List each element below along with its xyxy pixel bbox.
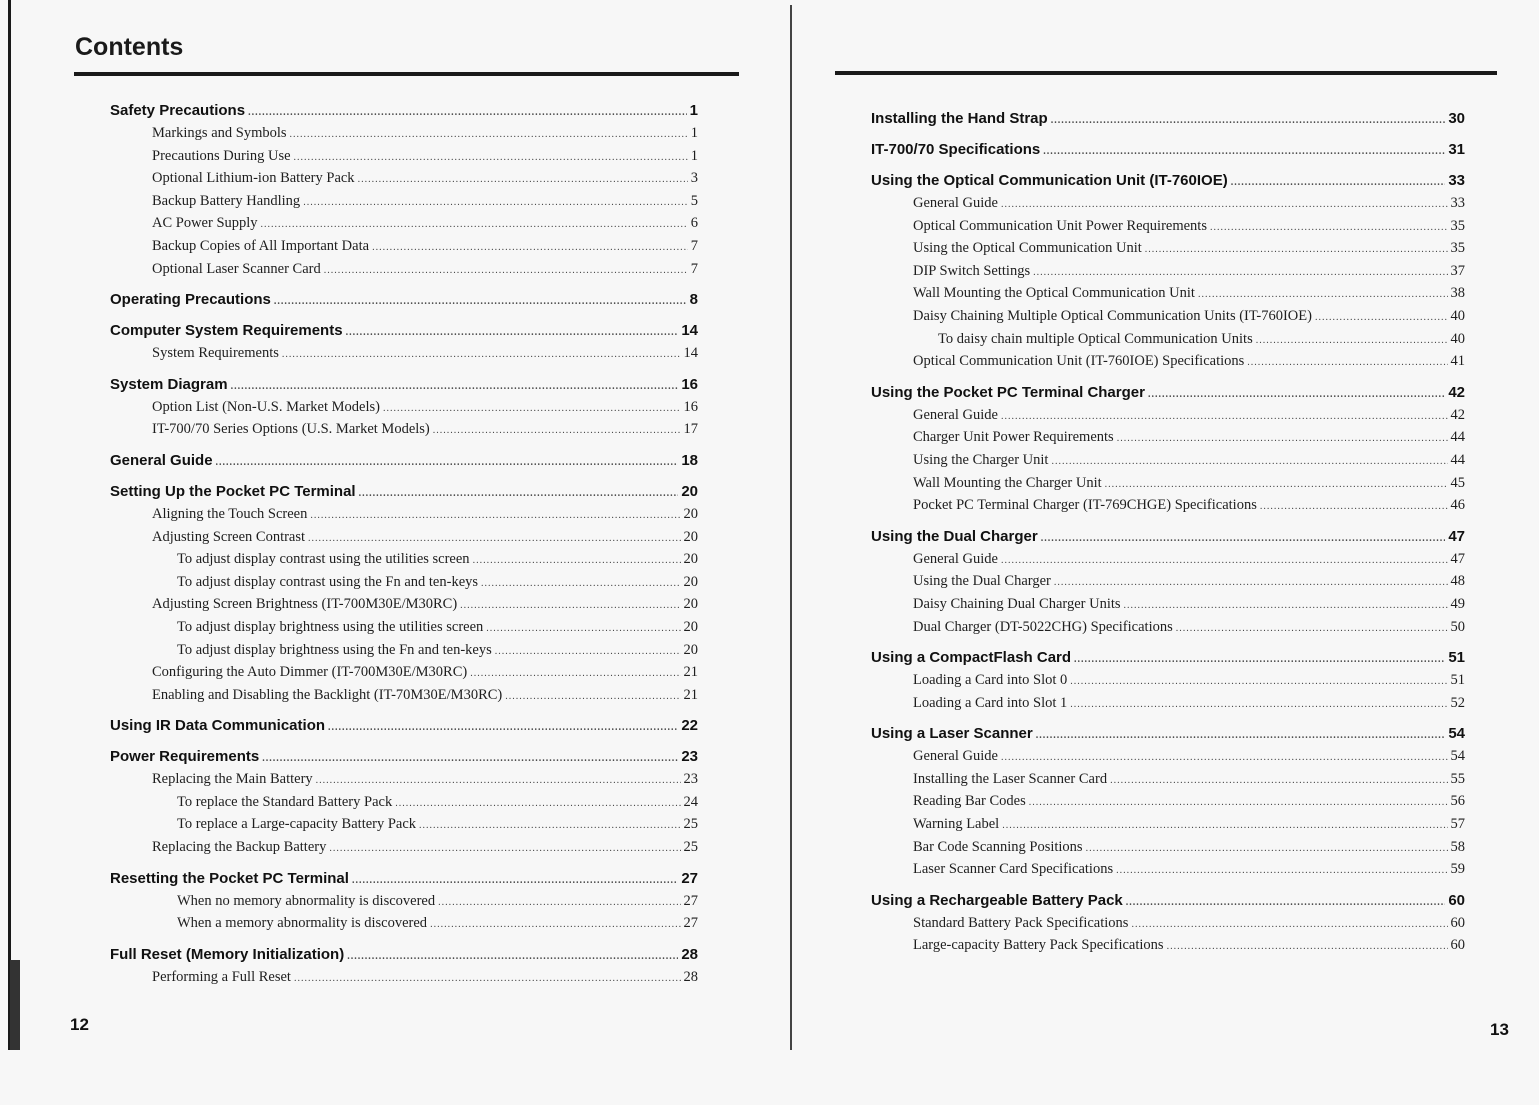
toc-section-entry[interactable] <box>110 374 698 396</box>
page-title: Contents <box>75 33 184 61</box>
toc-page-number: 55 <box>1450 770 1465 787</box>
toc-page-number: 20 <box>683 596 698 613</box>
toc-subentry[interactable] <box>871 494 1465 517</box>
toc-page-number: 21 <box>683 664 698 681</box>
dot-leader <box>1002 815 1447 838</box>
toc-page-number: 8 <box>689 291 698 309</box>
toc-entry-title: Using the Optical Communication Unit <box>913 240 1142 257</box>
toc-entry-title: Markings and Symbols <box>152 125 287 141</box>
toc-entry-title: Using the Dual Charger <box>913 573 1051 590</box>
page-number: 13 <box>1490 1020 1509 1039</box>
toc-entry-title: Computer System Requirements <box>110 322 343 340</box>
toc-subentry[interactable] <box>871 570 1465 593</box>
toc-page-number: 48 <box>1450 573 1465 590</box>
dot-leader <box>316 770 681 793</box>
dot-leader <box>274 291 687 313</box>
toc-subentry[interactable] <box>110 616 698 639</box>
dot-leader <box>1033 262 1447 285</box>
dot-leader <box>383 398 681 421</box>
toc-section-entry[interactable] <box>110 746 698 768</box>
toc-section-entry[interactable] <box>110 868 698 890</box>
toc-subentry[interactable] <box>110 167 698 190</box>
toc-page-number: 60 <box>1450 914 1465 931</box>
toc-subentry[interactable] <box>110 190 698 213</box>
toc-page-number: 23 <box>683 771 698 788</box>
toc-page-number: 30 <box>1448 110 1465 127</box>
toc-entry-title: General Guide <box>913 748 998 765</box>
toc-entry-title: Large-capacity Battery Pack Specifications <box>913 937 1164 954</box>
toc-page-number: 16 <box>683 398 698 415</box>
toc-page-number: 40 <box>1450 330 1465 347</box>
toc-page-number: 52 <box>1450 694 1465 711</box>
dot-leader <box>1001 194 1448 217</box>
toc-section-entry[interactable] <box>110 481 698 503</box>
toc-subentry[interactable] <box>871 426 1465 449</box>
toc-entry-title: Loading a Card into Slot 0 <box>913 672 1068 689</box>
toc-entry-title: Using the Pocket PC Terminal Charger <box>871 383 1145 401</box>
dot-leader <box>310 505 680 528</box>
dot-leader <box>438 892 680 915</box>
toc-page-number: 31 <box>1448 141 1465 158</box>
dot-leader <box>346 322 679 344</box>
toc-subentry[interactable] <box>110 890 698 913</box>
toc-page-number: 7 <box>690 237 698 254</box>
toc-entry-title: Option List (Non-U.S. Market Models) <box>152 398 380 415</box>
toc-page-number: 35 <box>1450 240 1465 257</box>
toc-entry-title: Optional Laser Scanner Card <box>152 260 321 277</box>
dot-leader <box>262 748 678 770</box>
dot-leader <box>294 147 688 170</box>
toc-entry-title: To daisy chain multiple Optical Communication Units <box>938 330 1253 347</box>
toc-subentry[interactable] <box>871 237 1465 260</box>
toc-subentry[interactable] <box>871 768 1465 791</box>
toc-page-number: 47 <box>1448 527 1465 545</box>
toc-subentry[interactable] <box>110 571 698 594</box>
dot-leader <box>1116 860 1447 883</box>
toc-page-number: 54 <box>1448 725 1465 743</box>
dot-leader <box>328 717 678 739</box>
toc-subentry[interactable] <box>871 404 1465 427</box>
toc-subentry[interactable] <box>871 215 1465 238</box>
toc-page-number: 24 <box>683 793 698 810</box>
dot-leader <box>1036 725 1446 747</box>
toc-page-number: 18 <box>681 451 698 469</box>
dot-leader <box>495 641 681 664</box>
toc-entry-title: When a memory abnormality is discovered <box>177 915 428 932</box>
toc-page-number: 28 <box>683 968 698 985</box>
toc-page-number: 42 <box>1448 383 1465 401</box>
toc-page-number: 3 <box>690 170 698 187</box>
toc-page-number: 37 <box>1450 262 1465 279</box>
toc-entry-title: Daisy Chaining Dual Charger Units <box>913 595 1121 612</box>
toc-entry-title: Wall Mounting the Charger Unit <box>913 474 1102 491</box>
toc-subentry[interactable] <box>110 396 698 419</box>
dot-leader <box>352 870 678 892</box>
dot-leader <box>1124 595 1448 618</box>
toc-subentry[interactable] <box>871 192 1465 215</box>
toc-entry-title: Wall Mounting the Optical Communication Unit <box>913 285 1195 302</box>
dot-leader <box>1086 838 1448 861</box>
toc-entry-title: Laser Scanner Card Specifications <box>913 861 1114 878</box>
toc-entry-title: Power Requirements <box>110 748 260 766</box>
toc-entry-title: Dual Charger (DT-5022CHG) Specifications <box>913 618 1173 635</box>
toc-entry-title: Using the Optical Communication Unit (IT-760IOE) <box>871 172 1228 189</box>
toc-subentry[interactable] <box>110 836 698 859</box>
toc-subentry[interactable] <box>110 791 698 814</box>
toc-entry-title: To adjust display brightness using the Fn and ten-keys <box>177 641 492 658</box>
title-rule <box>74 72 739 76</box>
dot-leader <box>430 914 680 937</box>
toc-entry-title: Using a Laser Scanner <box>871 725 1033 743</box>
toc-entry-title: Configuring the Auto Dimmer (IT-700M30E/M30RC) <box>152 664 468 681</box>
toc-subentry[interactable] <box>110 342 698 365</box>
toc-page-number: 1 <box>690 147 698 164</box>
toc-entry-title: Safety Precautions <box>110 102 246 119</box>
toc-page-number: 22 <box>681 717 698 735</box>
toc-subentry[interactable] <box>871 836 1465 859</box>
toc-subentry[interactable] <box>871 934 1465 957</box>
toc-subentry[interactable] <box>110 418 698 441</box>
toc-entry-title: To replace the Standard Battery Pack <box>177 793 393 810</box>
dot-leader <box>1110 770 1447 793</box>
dot-leader <box>470 663 680 686</box>
dot-leader <box>261 214 688 237</box>
toc-entry-title: Enabling and Disabling the Backlight (IT-70M30E/M30RC) <box>152 686 503 703</box>
dot-leader <box>1131 914 1447 937</box>
toc-entry-title: Daisy Chaining Multiple Optical Communication Units (IT-760IOE) <box>913 307 1312 324</box>
dot-leader <box>1260 496 1448 519</box>
dot-leader <box>324 260 688 283</box>
toc-entry-title: Using the Charger Unit <box>913 451 1049 468</box>
toc-subentry[interactable] <box>871 282 1465 305</box>
toc-page-number: 1 <box>689 102 698 119</box>
toc-subentry[interactable] <box>110 639 698 662</box>
toc-page-number: 54 <box>1450 748 1465 765</box>
toc-page-number: 5 <box>690 192 698 209</box>
toc-entry-title: Precautions During Use <box>152 147 291 164</box>
toc-page-number: 20 <box>683 641 698 658</box>
toc-subentry[interactable] <box>110 684 698 707</box>
toc-entry-title: General Guide <box>913 550 998 567</box>
right-page <box>790 0 1539 1105</box>
toc-section-entry[interactable] <box>110 450 698 472</box>
toc-page-number: 21 <box>683 686 698 703</box>
toc-entry-title: System Requirements <box>152 345 279 362</box>
toc-entry-title: Warning Label <box>913 816 1000 833</box>
toc-section-entry[interactable] <box>871 108 1465 130</box>
toc-section-entry[interactable] <box>871 723 1465 745</box>
toc-page-number: 44 <box>1450 451 1465 468</box>
toc-entry-title: System Diagram <box>110 375 228 393</box>
dot-leader <box>1001 550 1448 573</box>
toc-subentry[interactable] <box>110 661 698 684</box>
toc-entry-title: Using a CompactFlash Card <box>871 649 1072 667</box>
dot-leader <box>1247 352 1447 375</box>
toc-entry-title: Performing a Full Reset <box>152 968 291 985</box>
toc-list-left <box>110 100 698 988</box>
toc-entry-title: Full Reset (Memory Initialization) <box>110 945 345 963</box>
toc-entry-title: General Guide <box>110 451 213 469</box>
toc-entry-title: General Guide <box>913 406 998 423</box>
dot-leader <box>1001 406 1448 429</box>
dot-leader <box>216 452 679 474</box>
toc-subentry[interactable] <box>871 669 1465 692</box>
toc-page-number: 20 <box>683 618 698 635</box>
toc-section-entry[interactable] <box>871 382 1465 404</box>
toc-section-entry[interactable] <box>110 100 698 122</box>
toc-subentry[interactable] <box>871 328 1465 351</box>
dot-leader <box>433 420 681 443</box>
toc-entry-title: Aligning the Touch Screen <box>152 505 308 522</box>
toc-entry-title: To adjust display brightness using the utilities screen <box>177 618 484 635</box>
toc-entry-title: DIP Switch Settings <box>913 262 1031 279</box>
toc-entry-title: Operating Precautions <box>110 291 271 309</box>
toc-subentry[interactable] <box>110 548 698 571</box>
toc-page-number: 20 <box>683 505 698 522</box>
dot-leader <box>290 124 688 147</box>
toc-entry-title: Optional Lithium-ion Battery Pack <box>152 170 355 187</box>
toc-page-number: 59 <box>1450 861 1465 878</box>
toc-entry-title: Installing the Hand Strap <box>871 110 1048 127</box>
toc-page-number: 57 <box>1450 816 1465 833</box>
toc-page-number: 45 <box>1450 474 1465 491</box>
dot-leader <box>1315 307 1448 330</box>
dot-leader <box>395 793 680 816</box>
dot-leader <box>282 344 681 367</box>
dot-leader <box>1167 936 1448 959</box>
toc-subentry[interactable] <box>110 145 698 168</box>
toc-entry-title: Loading a Card into Slot 1 <box>913 694 1068 711</box>
toc-section-entry[interactable] <box>871 647 1465 669</box>
toc-entry-title: Installing the Laser Scanner Card <box>913 770 1108 787</box>
dot-leader <box>308 528 680 551</box>
toc-subentry[interactable] <box>871 745 1465 768</box>
dot-leader <box>1041 528 1446 550</box>
toc-page-number: 33 <box>1448 172 1465 189</box>
dot-leader <box>1070 671 1447 694</box>
dot-leader <box>1051 451 1447 474</box>
dot-leader <box>294 968 681 991</box>
toc-page-number: 14 <box>681 322 698 340</box>
toc-page-number: 51 <box>1448 649 1465 667</box>
toc-subentry[interactable] <box>871 548 1465 571</box>
toc-subentry[interactable] <box>110 122 698 145</box>
dot-leader <box>329 838 680 861</box>
dot-leader <box>460 595 680 618</box>
toc-entry-title: Using a Rechargeable Battery Pack <box>871 891 1123 909</box>
toc-page-number: 27 <box>681 869 698 887</box>
toc-subentry[interactable] <box>871 912 1465 935</box>
dot-leader <box>1070 694 1447 717</box>
toc-subentry[interactable] <box>871 305 1465 328</box>
dot-leader <box>1117 428 1448 451</box>
toc-subentry[interactable] <box>871 260 1465 283</box>
toc-subentry[interactable] <box>110 768 698 791</box>
toc-subentry[interactable] <box>110 526 698 549</box>
toc-entry-title: Backup Battery Handling <box>152 192 301 209</box>
toc-page-number: 38 <box>1450 285 1465 302</box>
toc-subentry[interactable] <box>871 858 1465 881</box>
toc-entry-title: Pocket PC Terminal Charger (IT-769CHGE) Specifications <box>913 497 1257 514</box>
toc-entry-title: Bar Code Scanning Positions <box>913 838 1083 855</box>
toc-entry-title: General Guide <box>913 195 998 211</box>
toc-subentry[interactable] <box>871 593 1465 616</box>
toc-page-number: 23 <box>681 748 698 766</box>
toc-page-number: 60 <box>1448 891 1465 909</box>
toc-page-number: 44 <box>1450 429 1465 446</box>
toc-subentry[interactable] <box>110 235 698 258</box>
toc-page-number: 7 <box>690 260 698 277</box>
toc-page-number: 25 <box>683 816 698 833</box>
toc-page-number: 17 <box>683 421 698 438</box>
dot-leader <box>486 618 680 641</box>
dot-leader <box>1043 141 1445 163</box>
toc-page-number: 60 <box>1450 937 1465 954</box>
toc-entry-title: Adjusting Screen Contrast <box>152 528 306 545</box>
dot-leader <box>1210 217 1448 240</box>
toc-page-number: 58 <box>1450 838 1465 855</box>
toc-section-entry[interactable] <box>871 890 1465 912</box>
toc-page-number: 20 <box>681 482 698 500</box>
dot-leader <box>1148 384 1445 406</box>
toc-entry-title: Reading Bar Codes <box>913 793 1026 810</box>
toc-page-number: 47 <box>1450 550 1465 567</box>
dot-leader <box>231 376 679 398</box>
toc-entry-title: AC Power Supply <box>152 215 258 232</box>
toc-entry-title: To replace a Large-capacity Battery Pack <box>177 816 417 833</box>
dot-leader <box>248 102 687 124</box>
toc-page-number: 40 <box>1450 307 1465 324</box>
toc-entry-title: Replacing the Backup Battery <box>152 839 327 856</box>
toc-page-number: 16 <box>681 375 698 393</box>
toc-entry-title: Replacing the Main Battery <box>152 771 313 788</box>
toc-entry-title: Standard Battery Pack Specifications <box>913 914 1129 931</box>
toc-subentry[interactable] <box>871 616 1465 639</box>
dot-leader <box>372 237 688 260</box>
toc-subentry[interactable] <box>110 258 698 281</box>
dot-leader <box>1145 239 1448 262</box>
toc-page-number: 6 <box>690 215 698 232</box>
dot-leader <box>1029 792 1448 815</box>
toc-page-number: 27 <box>683 892 698 909</box>
dot-leader <box>481 573 680 596</box>
dot-leader <box>1054 572 1448 595</box>
dot-leader <box>1051 110 1446 132</box>
toc-entry-title: Backup Copies of All Important Data <box>152 237 370 254</box>
toc-entry-title: When no memory abnormality is discovered <box>177 892 436 909</box>
dot-leader <box>1074 649 1445 671</box>
toc-page-number: 20 <box>683 528 698 545</box>
dot-leader <box>1256 330 1448 353</box>
title-rule <box>835 71 1497 75</box>
toc-section-entry[interactable] <box>871 139 1465 161</box>
page-number: 12 <box>70 1015 89 1034</box>
toc-entry-title: Optical Communication Unit Power Requirements <box>913 217 1207 234</box>
toc-page-number: 42 <box>1450 406 1465 423</box>
toc-entry-title: IT-700/70 Series Options (U.S. Market Models) <box>152 421 430 438</box>
toc-page-number: 35 <box>1450 217 1465 234</box>
toc-entry-title: IT-700/70 Specifications <box>871 141 1041 158</box>
toc-subentry[interactable] <box>110 212 698 235</box>
dot-leader <box>473 550 681 573</box>
toc-page-number: 51 <box>1450 672 1465 689</box>
toc-page-number: 27 <box>683 915 698 932</box>
toc-section-entry[interactable] <box>871 170 1465 192</box>
toc-subentry[interactable] <box>871 813 1465 836</box>
toc-subentry[interactable] <box>110 503 698 526</box>
dot-leader <box>303 192 688 215</box>
toc-page-number: 1 <box>690 125 698 141</box>
dot-leader <box>1126 892 1446 914</box>
toc-page-number: 33 <box>1450 195 1465 211</box>
toc-subentry[interactable] <box>110 813 698 836</box>
dot-leader <box>1176 618 1448 641</box>
toc-subentry[interactable] <box>871 449 1465 472</box>
dot-leader <box>1198 284 1448 307</box>
dot-leader <box>1231 172 1446 194</box>
dot-leader <box>1105 474 1448 497</box>
dot-leader <box>505 686 680 709</box>
toc-page-number: 49 <box>1450 595 1465 612</box>
toc-entry-title: Using the Dual Charger <box>871 527 1038 545</box>
toc-subentry[interactable] <box>110 912 698 935</box>
toc-subentry[interactable] <box>110 966 698 989</box>
toc-subentry[interactable] <box>110 593 698 616</box>
toc-section-entry[interactable] <box>110 944 698 966</box>
toc-entry-title: To adjust display contrast using the utilities screen <box>177 551 470 568</box>
toc-page-number: 50 <box>1450 618 1465 635</box>
toc-page-number: 20 <box>683 551 698 568</box>
toc-page-number: 20 <box>683 573 698 590</box>
toc-entry-title: Adjusting Screen Brightness (IT-700M30E/M30RC) <box>152 596 458 613</box>
toc-entry-title: Using IR Data Communication <box>110 717 326 735</box>
toc-section-entry[interactable] <box>110 320 698 342</box>
dot-leader <box>419 815 680 838</box>
toc-page-number: 25 <box>683 839 698 856</box>
toc-page-number: 41 <box>1450 353 1465 370</box>
toc-section-entry[interactable] <box>110 289 698 311</box>
toc-page-number: 46 <box>1450 497 1465 514</box>
toc-subentry[interactable] <box>871 692 1465 715</box>
dot-leader <box>347 946 678 968</box>
dot-leader <box>1001 747 1448 770</box>
toc-page-number: 28 <box>681 945 698 963</box>
toc-page-number: 14 <box>683 345 698 362</box>
toc-list-right <box>871 108 1465 957</box>
toc-entry-title: Setting Up the Pocket PC Terminal <box>110 482 356 500</box>
toc-subentry[interactable] <box>871 790 1465 813</box>
toc-subentry[interactable] <box>871 350 1465 373</box>
toc-entry-title: To adjust display contrast using the Fn and ten-keys <box>177 573 479 590</box>
dot-leader <box>359 483 679 505</box>
toc-subentry[interactable] <box>871 472 1465 495</box>
dot-leader <box>358 169 688 192</box>
toc-page-number: 56 <box>1450 793 1465 810</box>
toc-entry-title: Resetting the Pocket PC Terminal <box>110 869 349 887</box>
toc-entry-title: Charger Unit Power Requirements <box>913 429 1114 446</box>
toc-section-entry[interactable] <box>110 715 698 737</box>
toc-section-entry[interactable] <box>871 526 1465 548</box>
toc-entry-title: Optical Communication Unit (IT-760IOE) Specifications <box>913 353 1245 370</box>
